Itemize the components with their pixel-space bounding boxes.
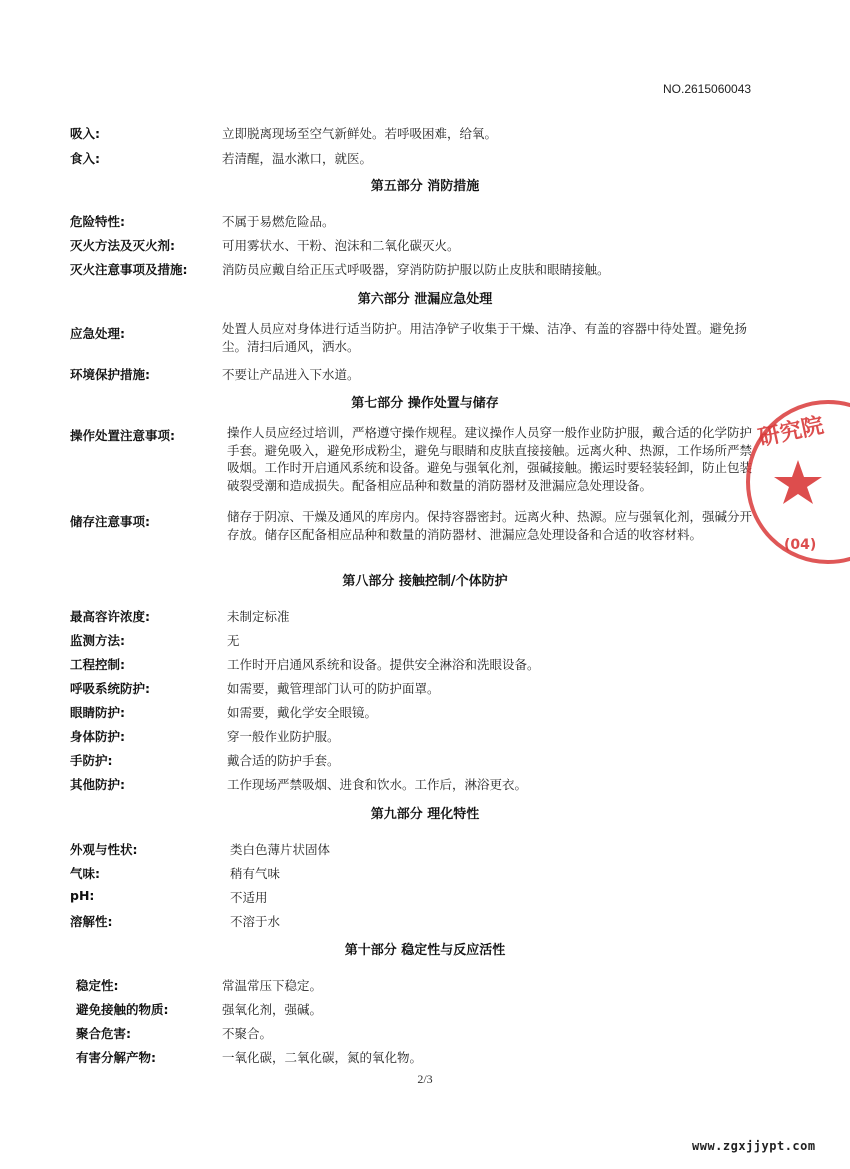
- field-label: 工程控制:: [70, 657, 125, 672]
- section-10-title: 第十部分 稳定性与反应活性: [344, 943, 506, 958]
- field-label: 食入:: [70, 151, 100, 166]
- field-value: 无: [227, 633, 240, 648]
- field-value: 不聚合。: [222, 1026, 273, 1041]
- field-label: 身体防护:: [70, 729, 125, 744]
- star-icon: [774, 460, 822, 504]
- field-label: 灭火注意事项及措施:: [70, 262, 188, 277]
- seal-text: 研究院: [756, 413, 826, 452]
- section-9-title: 第九部分 理化特性: [370, 807, 480, 822]
- official-seal: [740, 398, 850, 568]
- field-value: 可用雾状水、干粉、泡沫和二氧化碳灭火。: [222, 238, 460, 253]
- field-value: 不要让产品进入下水道。: [222, 367, 360, 382]
- field-value: 强氧化剂，强碱。: [222, 1002, 323, 1017]
- field-label: 其他防护:: [70, 777, 125, 792]
- field-label: 吸入:: [70, 126, 100, 141]
- field-label: 气味:: [70, 866, 100, 881]
- field-value: 类白色薄片状固体: [230, 842, 331, 857]
- field-value: 一氧化碳，二氧化碳，氮的氧化物。: [222, 1050, 423, 1065]
- field-value: 稍有气味: [230, 866, 281, 881]
- field-value: 不溶于水: [230, 914, 281, 929]
- field-value: 工作现场严禁吸烟、进食和饮水。工作后，淋浴更衣。: [227, 777, 528, 792]
- field-value: 不属于易燃危险品。: [222, 214, 335, 229]
- page-number: 2/3: [417, 1072, 433, 1086]
- field-value: 未制定标准: [227, 609, 290, 624]
- field-label: 溶解性:: [70, 914, 113, 929]
- field-label: 呼吸系统防护:: [70, 681, 150, 696]
- section-8-title: 第八部分 接触控制/个体防护: [342, 574, 508, 589]
- field-label: 手防护:: [70, 753, 113, 768]
- field-label: 储存注意事项:: [70, 514, 150, 529]
- document-number: NO.2615060043: [663, 82, 752, 96]
- field-value: 穿一般作业防护服。: [227, 729, 340, 744]
- site-watermark: www.zgxjjypt.com: [692, 1139, 816, 1153]
- field-value: 处置人员应对身体进行适当防护。用洁净铲子收集于干燥、洁净、有盖的容器中待处置。避免扬尘。清扫后通风，洒水。: [222, 321, 748, 354]
- field-value: 如需要，戴化学安全眼镜。: [227, 705, 378, 720]
- seal-code: (04): [784, 537, 817, 553]
- field-label: 有害分解产物:: [76, 1050, 156, 1065]
- section-6-title: 第六部分 泄漏应急处理: [357, 292, 493, 307]
- field-label: 最高容许浓度:: [70, 609, 150, 624]
- field-label: 操作处置注意事项:: [70, 428, 175, 443]
- field-value: 立即脱离现场至空气新鲜处。若呼吸困难，给氧。: [222, 126, 498, 141]
- field-label: 灭火方法及灭火剂:: [70, 238, 175, 253]
- field-value: 储存于阴凉、干燥及通风的库房内。保持容器密封。远离火种、热源。应与强氧化剂，强碱分开存放。储存区配备相应品种和数量的消防器材、泄漏应急处理设备和合适的收容材料。: [227, 509, 753, 542]
- field-value: 操作人员应经过培训，严格遵守操作规程。建议操作人员穿一般作业防护服，戴合适的化学防护手套。避免吸入，避免形成粉尘，避免与眼睛和皮肤直接接触。远离火种、热源，工作场所严禁吸烟。工作时开启通风系统和设备。避免与强氧化剂，强碱接触。搬运时要轻装轻卸，防止包装破裂受潮和造成损失。配备相应品种和数量的消防器材及泄漏应急处理设备。: [227, 425, 753, 493]
- field-value: 不适用: [230, 890, 268, 905]
- field-label: 眼睛防护:: [70, 705, 125, 720]
- field-value: 消防员应戴自给正压式呼吸器，穿消防防护服以防止皮肤和眼睛接触。: [222, 262, 610, 277]
- field-value: 若清醒，温水漱口，就医。: [222, 151, 373, 166]
- field-label: 环境保护措施:: [70, 367, 150, 382]
- field-label: 外观与性状:: [70, 842, 138, 857]
- field-value: 工作时开启通风系统和设备。提供安全淋浴和洗眼设备。: [227, 657, 540, 672]
- field-label: 避免接触的物质:: [76, 1002, 169, 1017]
- field-label: 聚合危害:: [76, 1026, 131, 1041]
- field-label: 稳定性:: [76, 978, 119, 993]
- field-value: 如需要，戴管理部门认可的防护面罩。: [227, 681, 440, 696]
- field-label: pH:: [70, 888, 95, 903]
- field-label: 应急处理:: [70, 326, 125, 341]
- field-value: 常温常压下稳定。: [222, 978, 323, 993]
- field-value: 戴合适的防护手套。: [227, 753, 340, 768]
- section-7-title: 第七部分 操作处置与储存: [351, 396, 499, 411]
- section-5-title: 第五部分 消防措施: [370, 179, 480, 194]
- field-label: 危险特性:: [70, 214, 125, 229]
- field-label: 监测方法:: [70, 633, 125, 648]
